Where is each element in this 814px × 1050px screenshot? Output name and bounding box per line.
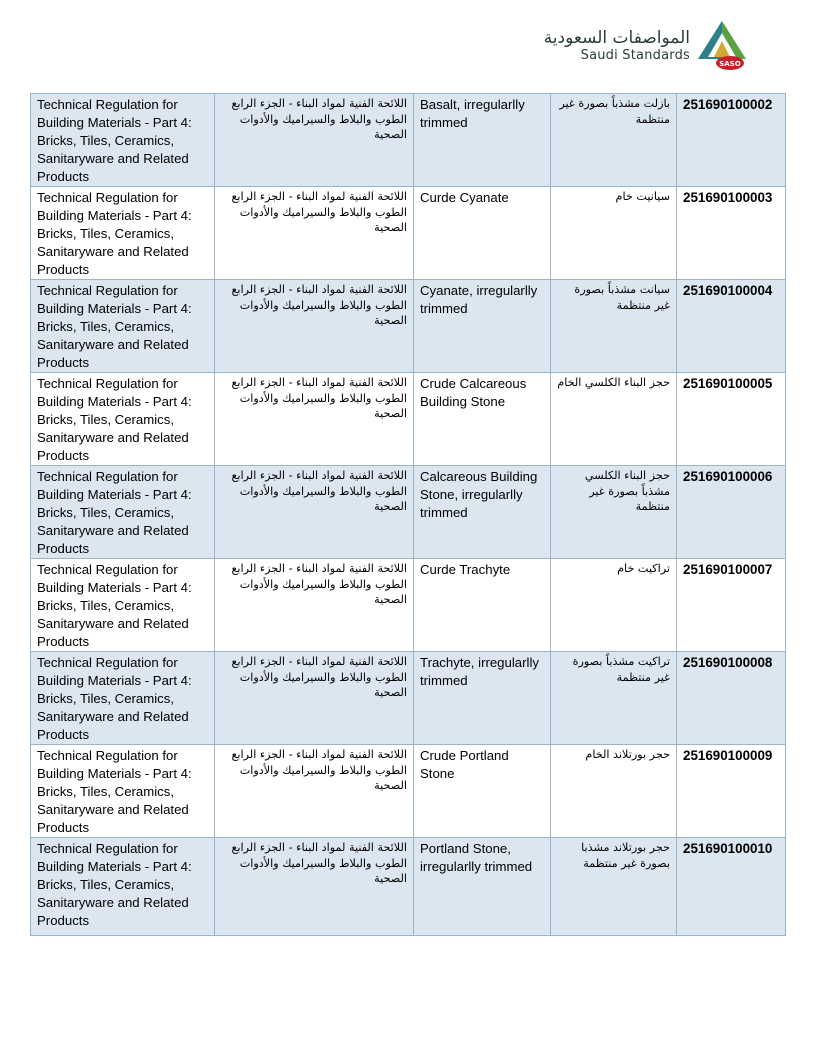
regulation-arabic-cell: اللائحة الفنية لمواد البناء - الجزء الرابع الطوب والبلاط والسيراميك والأدوات الصحية bbox=[215, 466, 414, 559]
table-row bbox=[31, 745, 786, 838]
table-row bbox=[31, 559, 786, 652]
regulation-english-cell: Technical Regulation for Building Materials - Part 4: Bricks, Tiles, Ceramics, Sanitaryware and Related Products bbox=[31, 838, 215, 936]
table-row bbox=[31, 280, 786, 373]
product-arabic-cell: تراكيت مشذباً بصورة غير منتظمة bbox=[551, 652, 677, 745]
regulation-products-table bbox=[30, 93, 786, 936]
product-code-cell: 251690100002 bbox=[677, 94, 786, 187]
brand-name-english: Saudi Standards bbox=[580, 48, 690, 63]
regulation-arabic-cell: اللائحة الفنية لمواد البناء - الجزء الرابع الطوب والبلاط والسيراميك والأدوات الصحية bbox=[215, 280, 414, 373]
regulation-english-cell: Technical Regulation for Building Materials - Part 4: Bricks, Tiles, Ceramics, Sanitaryware and Related Products bbox=[31, 466, 215, 559]
product-code-cell: 251690100010 bbox=[677, 838, 786, 936]
regulation-english-cell: Technical Regulation for Building Materials - Part 4: Bricks, Tiles, Ceramics, Sanitaryware and Related Products bbox=[31, 745, 215, 838]
product-english-cell: Cyanate, irregularlly trimmed bbox=[414, 280, 551, 373]
regulation-arabic-cell: اللائحة الفنية لمواد البناء - الجزء الرابع الطوب والبلاط والسيراميك والأدوات الصحية bbox=[215, 652, 414, 745]
product-arabic-cell: سيانت مشذباً بصورة غير منتظمة bbox=[551, 280, 677, 373]
product-english-cell: Curde Cyanate bbox=[414, 187, 551, 280]
product-arabic-cell: حجر بورتلاند الخام bbox=[551, 745, 677, 838]
regulation-arabic-cell: اللائحة الفنية لمواد البناء - الجزء الرابع الطوب والبلاط والسيراميك والأدوات الصحية bbox=[215, 373, 414, 466]
product-english-cell: Basalt, irregularlly trimmed bbox=[414, 94, 551, 187]
brand-name-arabic: المواصفات السعودية bbox=[543, 28, 690, 48]
regulation-english-cell: Technical Regulation for Building Materials - Part 4: Bricks, Tiles, Ceramics, Sanitaryware and Related Products bbox=[31, 652, 215, 745]
product-code-cell: 251690100008 bbox=[677, 652, 786, 745]
product-english-cell: Crude Calcareous Building Stone bbox=[414, 373, 551, 466]
product-code-cell: 251690100006 bbox=[677, 466, 786, 559]
product-arabic-cell: حجر بورتلاند مشذبا بصورة غير منتظمة bbox=[551, 838, 677, 936]
regulation-english-cell: Technical Regulation for Building Materials - Part 4: Bricks, Tiles, Ceramics, Sanitaryware and Related Products bbox=[31, 94, 215, 187]
table-row bbox=[31, 187, 786, 280]
regulation-english-cell: Technical Regulation for Building Materials - Part 4: Bricks, Tiles, Ceramics, Sanitaryware and Related Products bbox=[31, 373, 215, 466]
page-header bbox=[544, 18, 748, 74]
product-arabic-cell: بازلت مشذباً بصورة غير منتظمة bbox=[551, 94, 677, 187]
product-arabic-cell: حجز البناء الكلسي الخام bbox=[551, 373, 677, 466]
regulation-arabic-cell: اللائحة الفنية لمواد البناء - الجزء الرابع الطوب والبلاط والسيراميك والأدوات الصحية bbox=[215, 187, 414, 280]
product-code-cell: 251690100005 bbox=[677, 373, 786, 466]
product-arabic-cell: تراكيت خام bbox=[551, 559, 677, 652]
product-english-cell: Crude Portland Stone bbox=[414, 745, 551, 838]
regulation-arabic-cell: اللائحة الفنية لمواد البناء - الجزء الرابع الطوب والبلاط والسيراميك والأدوات الصحية bbox=[215, 838, 414, 936]
table-row bbox=[31, 652, 786, 745]
regulation-arabic-cell: اللائحة الفنية لمواد البناء - الجزء الرابع الطوب والبلاط والسيراميك والأدوات الصحية bbox=[215, 745, 414, 838]
product-code-cell: 251690100009 bbox=[677, 745, 786, 838]
saso-logo-icon bbox=[696, 19, 748, 73]
product-code-cell: 251690100007 bbox=[677, 559, 786, 652]
product-english-cell: Trachyte, irregularlly trimmed bbox=[414, 652, 551, 745]
table-row bbox=[31, 838, 786, 936]
table-row bbox=[31, 466, 786, 559]
product-arabic-cell: سيانيت خام bbox=[551, 187, 677, 280]
brand-text bbox=[544, 28, 690, 64]
regulation-english-cell: Technical Regulation for Building Materials - Part 4: Bricks, Tiles, Ceramics, Sanitaryware and Related Products bbox=[31, 280, 215, 373]
regulation-arabic-cell: اللائحة الفنية لمواد البناء - الجزء الرابع الطوب والبلاط والسيراميك والأدوات الصحية bbox=[215, 559, 414, 652]
product-code-cell: 251690100003 bbox=[677, 187, 786, 280]
product-english-cell: Curde Trachyte bbox=[414, 559, 551, 652]
regulation-english-cell: Technical Regulation for Building Materials - Part 4: Bricks, Tiles, Ceramics, Sanitaryware and Related Products bbox=[31, 559, 215, 652]
table-row bbox=[31, 373, 786, 466]
product-code-cell: 251690100004 bbox=[677, 280, 786, 373]
logo-text: SASO bbox=[719, 60, 741, 68]
regulation-english-cell: Technical Regulation for Building Materials - Part 4: Bricks, Tiles, Ceramics, Sanitaryware and Related Products bbox=[31, 187, 215, 280]
product-arabic-cell: حجز البناء الكلسي مشذباً بصورة غير منتظمة bbox=[551, 466, 677, 559]
product-english-cell: Portland Stone, irregularlly trimmed bbox=[414, 838, 551, 936]
table-row bbox=[31, 94, 786, 187]
regulation-arabic-cell: اللائحة الفنية لمواد البناء - الجزء الرابع الطوب والبلاط والسيراميك والأدوات الصحية bbox=[215, 94, 414, 187]
product-english-cell: Calcareous Building Stone, irregularlly trimmed bbox=[414, 466, 551, 559]
